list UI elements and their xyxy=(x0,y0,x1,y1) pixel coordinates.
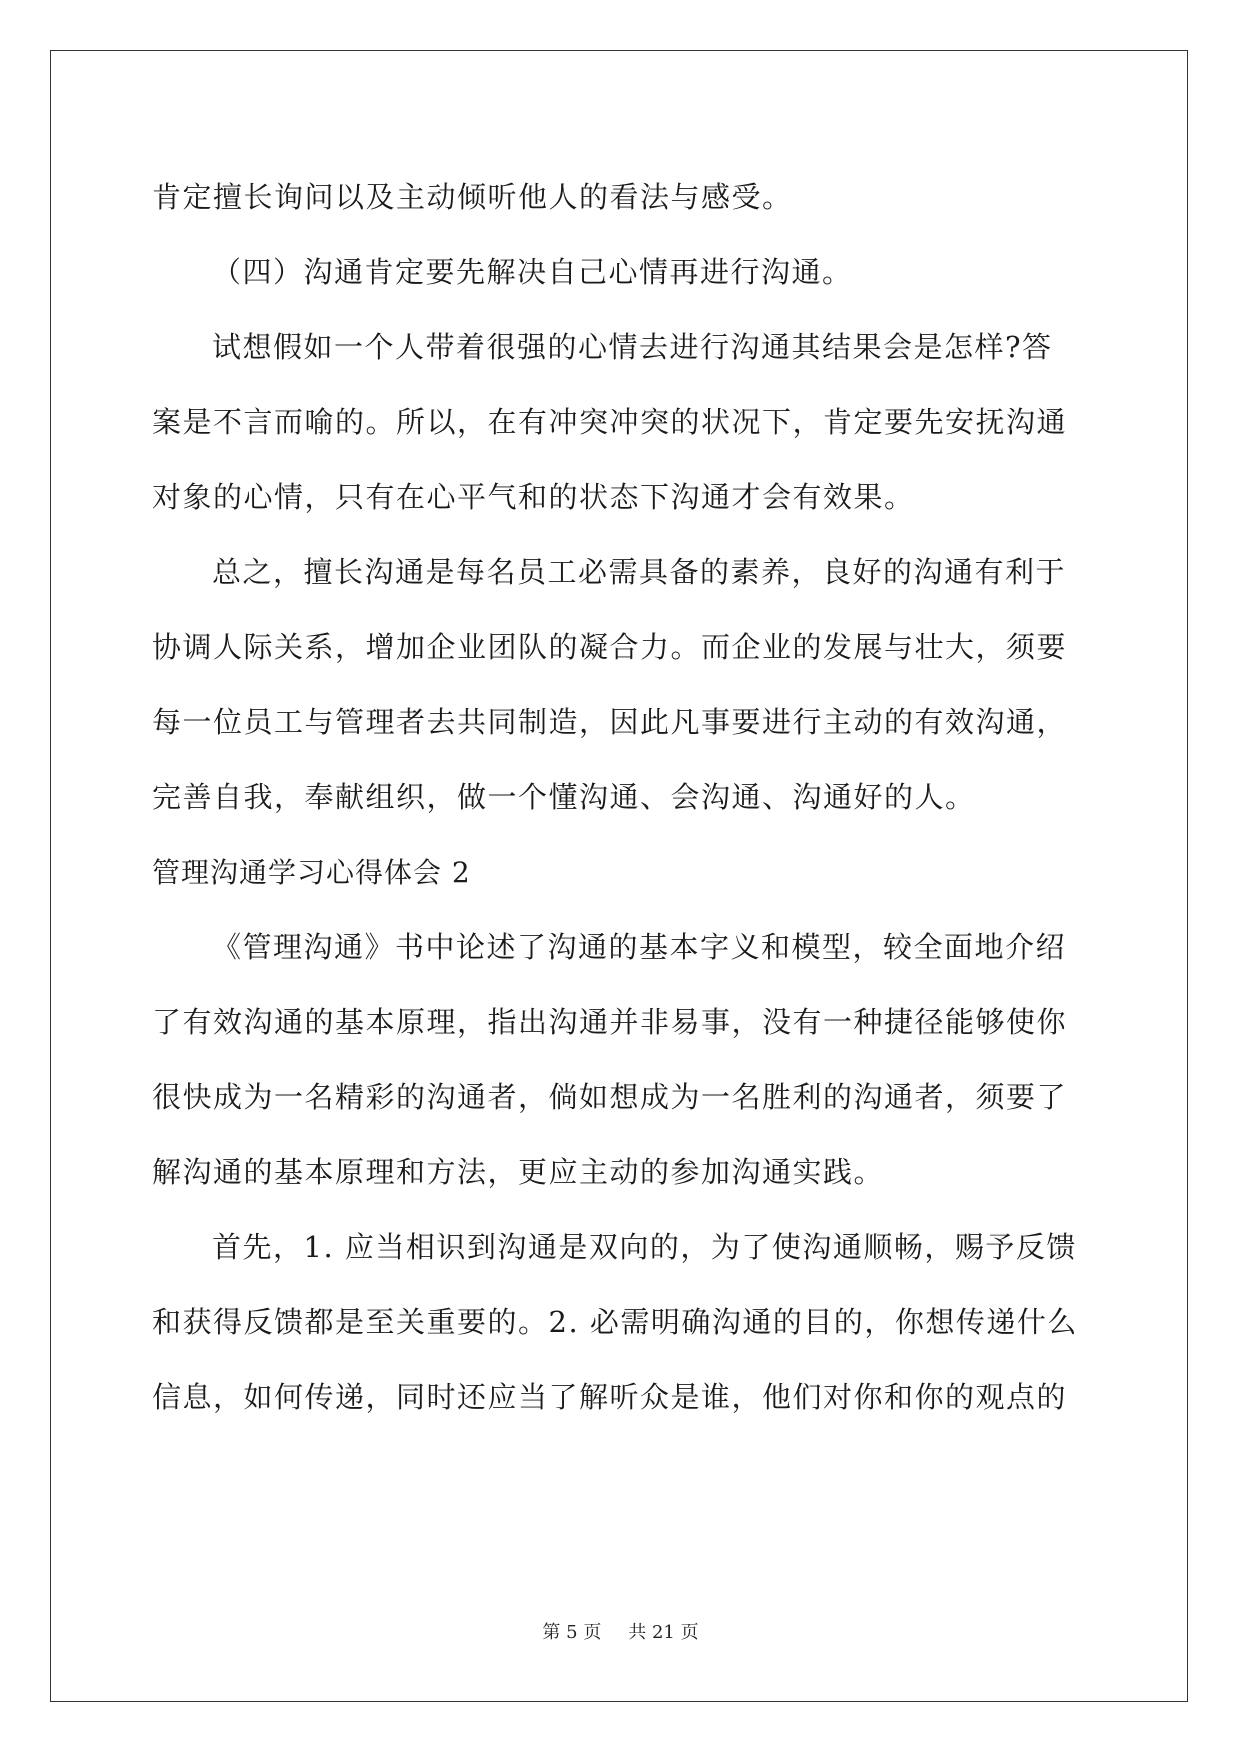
text-line: 解沟通的基本原理和方法，更应主动的参加沟通实践。 xyxy=(152,1155,885,1189)
page-footer xyxy=(0,1618,1241,1644)
text-line: 首先，1. 应当相识到沟通是双向的，为了使沟通顺畅，赐予反馈 xyxy=(212,1230,1077,1264)
text-line: 每一位员工与管理者去共同制造，因此凡事要进行主动的有效沟通， xyxy=(152,705,1068,739)
page-total: 共 21 页 xyxy=(628,1622,699,1643)
text-line: 案是不言而喻的。所以，在有冲突冲突的状况下，肯定要先安抚沟通 xyxy=(152,405,1068,439)
text-line: 对象的心情，只有在心平气和的状态下沟通才会有效果。 xyxy=(152,480,915,514)
text-line: 试想假如一个人带着很强的心情去进行沟通其结果会是怎样?答 xyxy=(212,330,1053,364)
page-number: 第 5 页 xyxy=(542,1622,602,1643)
section-heading: 管理沟通学习心得体会 2 xyxy=(152,856,471,889)
text-line: （四）沟通肯定要先解决自己心情再进行沟通。 xyxy=(212,255,853,289)
text-line: 很快成为一名精彩的沟通者，倘如想成为一名胜利的沟通者，须要了 xyxy=(152,1080,1068,1114)
text-line: 肯定擅长询问以及主动倾听他人的看法与感受。 xyxy=(152,180,793,214)
text-line: 《管理沟通》书中论述了沟通的基本字义和模型，较全面地介绍 xyxy=(212,930,1067,964)
document-body xyxy=(152,160,1087,1435)
text-line: 总之，擅长沟通是每名员工必需具备的素养，良好的沟通有利于 xyxy=(212,555,1067,589)
text-line: 了有效沟通的基本原理，指出沟通并非易事，没有一种捷径能够使你 xyxy=(152,1005,1068,1039)
text-line: 完善自我，奉献组织，做一个懂沟通、会沟通、沟通好的人。 xyxy=(152,780,976,814)
text-line: 协调人际关系，增加企业团队的凝合力。而企业的发展与壮大，须要 xyxy=(152,630,1068,664)
text-line: 信息，如何传递，同时还应当了解听众是谁，他们对你和你的观点的 xyxy=(152,1380,1068,1414)
text-line: 和获得反馈都是至关重要的。2. 必需明确沟通的目的，你想传递什么 xyxy=(152,1305,1078,1339)
